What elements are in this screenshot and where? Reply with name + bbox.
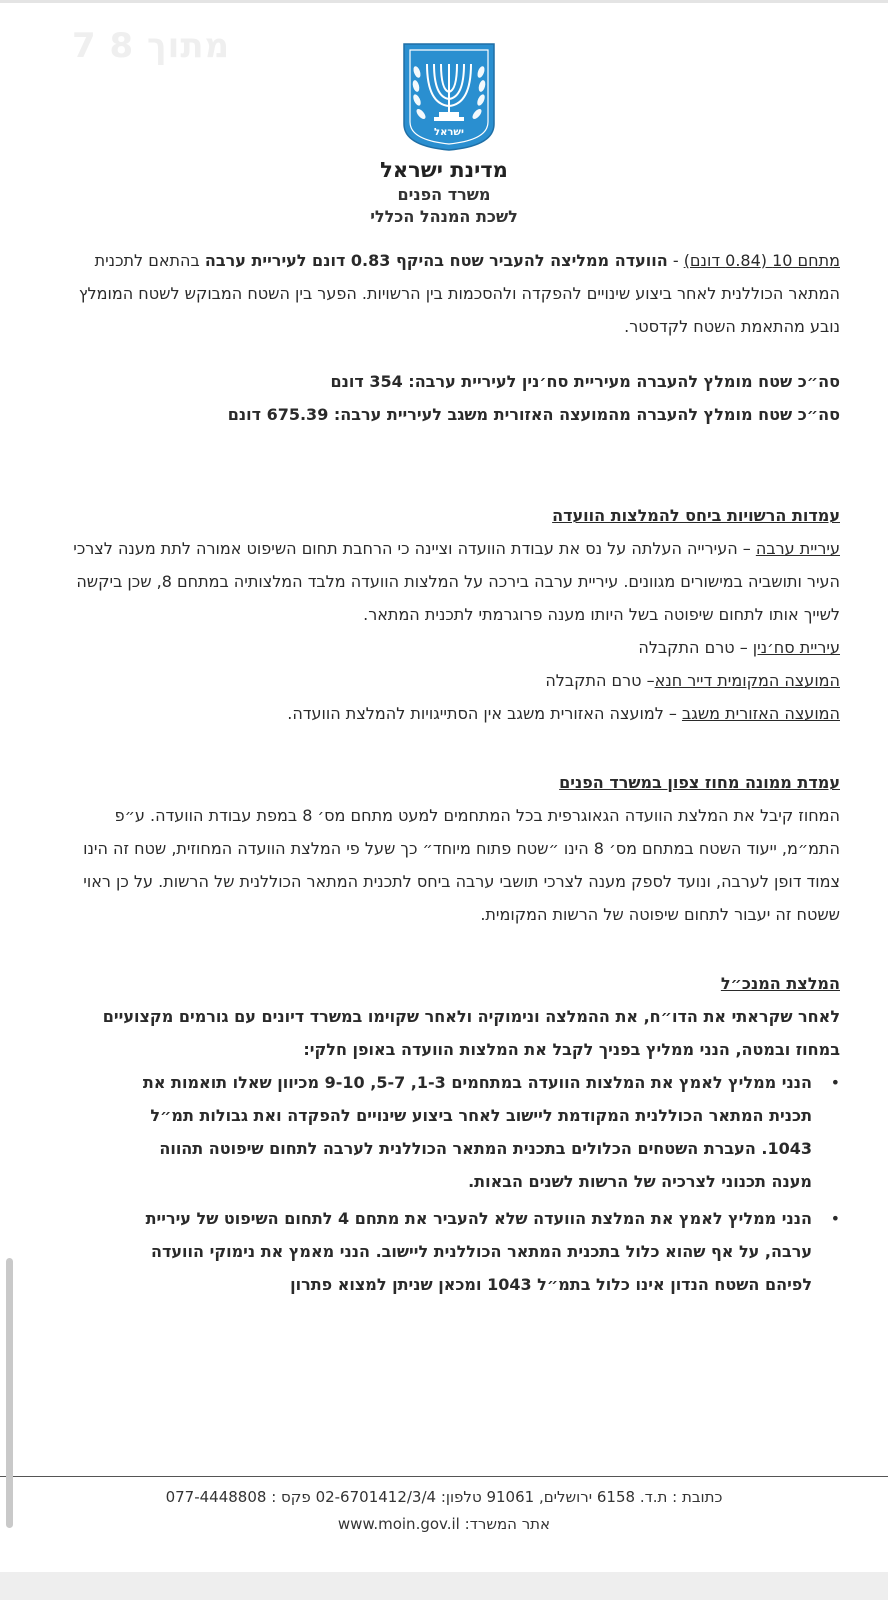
intro-paragraph [58, 244, 840, 343]
bullet-icon: • [830, 1073, 840, 1092]
positions-title: עמדות הרשויות ביחס להמלצות הוועדה [552, 506, 840, 525]
top-edge [0, 0, 888, 3]
deir-hanna-label: המועצה המקומית דייר חנא [654, 671, 840, 690]
list-item [58, 1202, 840, 1301]
scrollbar[interactable] [6, 1258, 13, 1528]
deir-hanna-text: – טרם התקבלה [545, 671, 655, 690]
district-paragraph: המחוז קיבל את המלצת הוועדה הגאוגרפית בכל המתחמים למעט מתחם מס׳ 8 במפת עבודת הוועדה. ע״פ התמ״מ, ייעוד השטח במתחם מס׳ 8 הינו ״שטח פתוח מיוחד״ כך שעל פי המלצת הוועדה המחוזית, שטח זה הינו צמוד דופן לערבה, ונועד לספק מענה לצרכי תושבי ערבה ביחס לתכנית המתאר הכוללנית של הרשות. על כן ראוי ששטח זה יעבור לתחום שיפוטה של הרשות המקומית. [83, 806, 840, 924]
district-title: עמדת ממונה מחוז צפון במשרד הפנים [559, 773, 840, 792]
ministry-name: משרד הפנים [397, 185, 491, 204]
document-body [58, 244, 840, 1305]
arraba-text: – העירייה העלתה על נס את עבודת הוועדה וציינה כי הרחבת תחום השיפוט אמורה לתת מענה לצרכי העיר ותושביה במישורים מגוונים. עיריית ערבה בירכה על המלצות הוועדה מלבד המלצותיה במתחם 8, שכן ביקשה לשייך אותו לתחום שיפוטה בשל היותו מענה פרוגרמתי לתכנית המתאר. [73, 539, 840, 624]
dg-bullet-list [58, 1066, 840, 1301]
state-name: מדינת ישראל [380, 158, 508, 182]
position-deir-hanna [58, 664, 840, 697]
state-of-israel-emblem-icon [401, 42, 497, 152]
dg-intro: לאחר שקראתי את הדו״ח, את ההמלצה ונימוקיה ולאחר שקוימו במשרד דיונים עם גורמים מקצועיים במחוז ובמטה, הנני ממליץ בפניך לקבל את המלצות הוועדה באופן חלקי: [102, 1007, 840, 1059]
position-sakhnin [58, 631, 840, 664]
misgav-text: – למועצה האזורית משגב אין הסתייגויות להמלצת הוועדה. [287, 704, 682, 723]
footer-website: אתר המשרד: www.moin.gov.il [337, 1515, 551, 1533]
bullet-text: הנני ממליץ לאמץ את המלצת הוועדה שלא להעביר את מתחם 4 לתחום השיפוט של עיריית ערבה, על אף שהוא כלול בתכנית המתאר הכוללנית ליישוב. הנני מאמץ את נימוקי הוועדה לפיהם השטח הנדון אינו כלול בתמ״ל 1043 ומכאן שניתן למצוא פתרון [145, 1209, 812, 1294]
letterhead [0, 156, 888, 228]
emblem-text: ישראל [434, 127, 464, 138]
intro-separator: - [667, 251, 684, 270]
arraba-label: עיריית ערבה [755, 539, 840, 558]
office-name: לשכת המנהל הכללי [370, 207, 518, 226]
sakhnin-label: עיריית סח׳נין [752, 638, 840, 657]
bullet-text: הנני ממליץ לאמץ את המלצות הוועדה במתחמים 1-3, 5-7, 9-10 מכיוון שאלו תואמות את תכנית המתאר הכוללנית המקודמת ליישוב לאחר ביצוע שינויים להפקדה ואת גבולות תמ״ל 1043. העברת השטחים הכלולים בתכנית המתאר הכוללנית לערבה לתחום שיפוטה תהווה מענה תכנוני לצרכיה של הרשות לשנים הבאות. [142, 1073, 812, 1191]
total-sakhnin: סה״כ שטח מומלץ להעברה מעיריית סח׳נין לעיריית ערבה: 354 דונם [330, 372, 840, 391]
footer-address: כתובת : ת.ד. 6158 ירושלים, 91061 טלפון: 02-6701412/3/4 פקס : 077-4448808 [165, 1488, 723, 1506]
sakhnin-text: – טרם התקבלה [638, 638, 753, 657]
list-item [58, 1066, 840, 1198]
footer [0, 1484, 888, 1538]
footer-divider [0, 1476, 888, 1477]
area-label: מתחם 10 (0.84 דונם) [683, 251, 840, 270]
bullet-icon: • [830, 1209, 840, 1228]
total-misgav: סה״כ שטח מומלץ להעברה מהמועצה האזורית משגב לעיריית ערבה: 675.39 דונם [227, 405, 840, 424]
position-arraba [58, 532, 840, 631]
page-counter: 7 מתוך 8 [72, 26, 231, 66]
position-misgav [58, 697, 840, 730]
intro-bold: הוועדה ממליצה להעביר שטח בהיקף 0.83 דונם לעיריית ערבה [204, 251, 668, 270]
intro-rest: בהתאם לתכנית המתאר הכוללנית לאחר ביצוע שינויים להפקדה ולהסכמות בין הרשויות. הפער בין השטח המבוקש לשטח המומלץ נובע מהתאמת השטח לקדסטר. [78, 251, 840, 336]
bottom-edge [0, 1572, 888, 1600]
dg-title: המלצת המנכ״ל [720, 974, 840, 993]
misgav-label: המועצה האזורית משגב [681, 704, 840, 723]
